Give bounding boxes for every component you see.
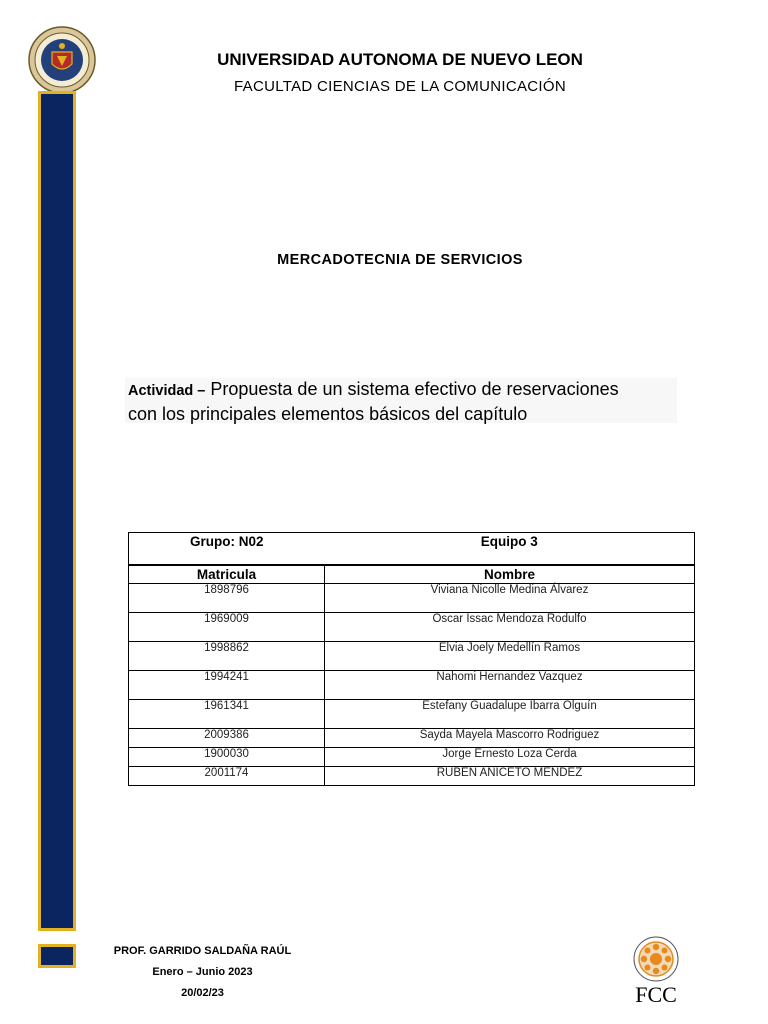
activity-block xyxy=(125,378,677,423)
university-title: UNIVERSIDAD AUTONOMA DE NUEVO LEON xyxy=(217,50,583,69)
student-id: 2001174 xyxy=(129,767,325,786)
table-row xyxy=(129,729,695,748)
column-header-name: Nombre xyxy=(325,565,695,584)
table-row xyxy=(129,700,695,729)
column-header-id: Matricula xyxy=(129,565,325,584)
student-name: Elvia Joely Medellín Ramos xyxy=(325,642,695,671)
student-id: 2009386 xyxy=(129,729,325,748)
table-group-row xyxy=(129,533,695,566)
team-label: Equipo 3 xyxy=(325,533,695,566)
table-row xyxy=(129,613,695,642)
student-id: 1998862 xyxy=(129,642,325,671)
student-id: 1994241 xyxy=(129,671,325,700)
student-id: 1900030 xyxy=(129,748,325,767)
student-id: 1969009 xyxy=(129,613,325,642)
student-id: 1961341 xyxy=(129,700,325,729)
table-row xyxy=(129,642,695,671)
team-table xyxy=(128,532,695,786)
fcc-emblem-icon xyxy=(628,936,684,982)
decorative-side-bar xyxy=(38,91,76,931)
activity-label: Actividad – xyxy=(128,383,206,399)
student-name: Sayda Mayela Mascorro Rodriguez xyxy=(325,729,695,748)
table-row xyxy=(129,671,695,700)
group-label: Grupo: N02 xyxy=(129,533,325,566)
subject-title: MERCADOTECNIA DE SERVICIOS xyxy=(277,252,523,268)
student-name: Estefany Guadalupe Ibarra Olguín xyxy=(325,700,695,729)
table-row xyxy=(129,767,695,786)
activity-line2: con los principales elementos básicos del capítulo xyxy=(128,404,528,424)
student-name: Nahomi Hernandez Vazquez xyxy=(325,671,695,700)
table-row xyxy=(129,748,695,767)
decorative-side-bar-small xyxy=(38,944,76,968)
period: Enero – Junio 2023 xyxy=(152,966,253,978)
student-name: Viviana Nicolle Medina Álvarez xyxy=(325,584,695,613)
table-row xyxy=(129,584,695,613)
student-id: 1898796 xyxy=(129,584,325,613)
student-name: Jorge Ernesto Loza Cerda xyxy=(325,748,695,767)
student-name: RUBEN ANICETO MENDEZ xyxy=(325,767,695,786)
uanl-seal-icon xyxy=(28,26,96,94)
professor-name: PROF. GARRIDO SALDAÑA RAÚL xyxy=(113,945,292,957)
date: 20/02/23 xyxy=(181,987,224,999)
activity-line1: Propuesta de un sistema efectivo de reservaciones xyxy=(210,379,619,399)
faculty-title: FACULTAD CIENCIAS DE LA COMUNICACIÓN xyxy=(234,78,566,95)
table-header-row xyxy=(129,565,695,584)
student-name: Oscar Issac Mendoza Rodulfo xyxy=(325,613,695,642)
fcc-logo-text: FCC xyxy=(635,982,677,1007)
